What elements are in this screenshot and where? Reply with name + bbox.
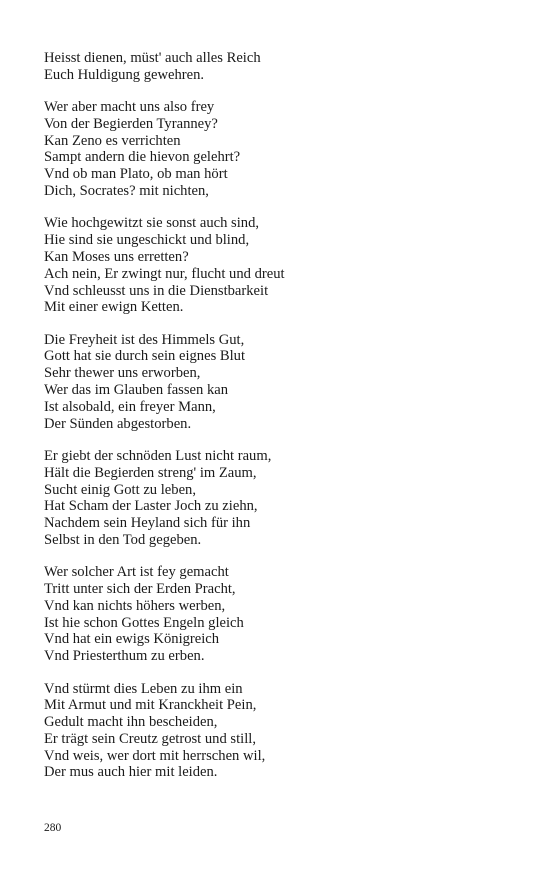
poem-line: Nachdem sein Heyland sich für ihn [44,515,251,532]
poem-line: Vnd hat ein ewigs Königreich [44,631,220,648]
poem-line: Euch Huldigung gewehren. [44,66,205,83]
poem-line: Kan Moses uns erretten? [44,248,189,265]
stanza [44,564,524,665]
poem-line: Mit einer ewign Ketten. [44,299,184,316]
poem-line: Sampt andern die hievon gelehrt? [44,149,241,166]
poem-line: Wer solcher Art ist fey gemacht [44,564,229,581]
poem-line: Vnd kan nichts höhers werben, [44,597,226,614]
poem-line: Vnd ob man Plato, ob man hört [44,166,228,183]
poem-line: Hat Scham der Laster Joch zu ziehn, [44,498,258,515]
poem-line: Tritt unter sich der Erden Pracht, [44,581,236,598]
poem-line: Gott hat sie durch sein eignes Blut [44,348,246,365]
stanza [44,448,524,549]
poem-line: Hält die Begierden streng' im Zaum, [44,464,257,481]
poem-line: Wie hochgewitzt sie sonst auch sind, [44,215,260,232]
poem-line: Ach nein, Er zwingt nur, flucht und dreut [44,265,285,282]
poem-line: Der Sünden abgestorben. [44,415,192,432]
stanza [44,50,524,84]
poem-line: Kan Zeno es verrichten [44,132,181,149]
stanza [44,99,524,200]
stanza [44,215,524,316]
poem-line: Er giebt der schnöden Lust nicht raum, [44,447,272,464]
poem-line: Vnd schleusst uns in die Dienstbarkeit [44,282,269,299]
poem-line: Dich, Socrates? mit nichten, [44,183,209,200]
poem-line: Vnd Priesterthum zu erben. [44,648,205,665]
poem-line: Heisst dienen, müst' auch alles Reich [44,50,261,66]
poem-line: Wer aber macht uns also frey [44,99,215,116]
poem-line: Sehr thewer uns erworben, [44,365,201,382]
poem-line: Ist hie schon Gottes Engeln gleich [44,614,244,631]
stanza [44,681,524,782]
poem-line: Ist alsobald, ein freyer Mann, [44,398,216,415]
poem-line: Selbst in den Tod gegeben. [44,531,202,548]
page-number: 280 [44,822,62,834]
poem-line: Er trägt sein Creutz getrost und still, [44,730,256,747]
stanza [44,332,524,433]
poem-line: Sucht einig Gott zu leben, [44,481,196,498]
poem-text [44,50,524,797]
poem-line: Hie sind sie ungeschickt und blind, [44,232,250,249]
poem-line: Gedult macht ihn bescheiden, [44,714,218,731]
poem-line: Mit Armut und mit Kranckheit Pein, [44,697,257,714]
poem-line: Vnd stürmt dies Leben zu ihm ein [44,680,243,697]
poem-line: Die Freyheit ist des Himmels Gut, [44,331,245,348]
poem-line: Wer das im Glauben fassen kan [44,382,229,399]
poem-line: Der mus auch hier mit leiden. [44,764,218,781]
poem-line: Vnd weis, wer dort mit herrschen wil, [44,747,266,764]
poem-line: Von der Begierden Tyranney? [44,115,218,132]
